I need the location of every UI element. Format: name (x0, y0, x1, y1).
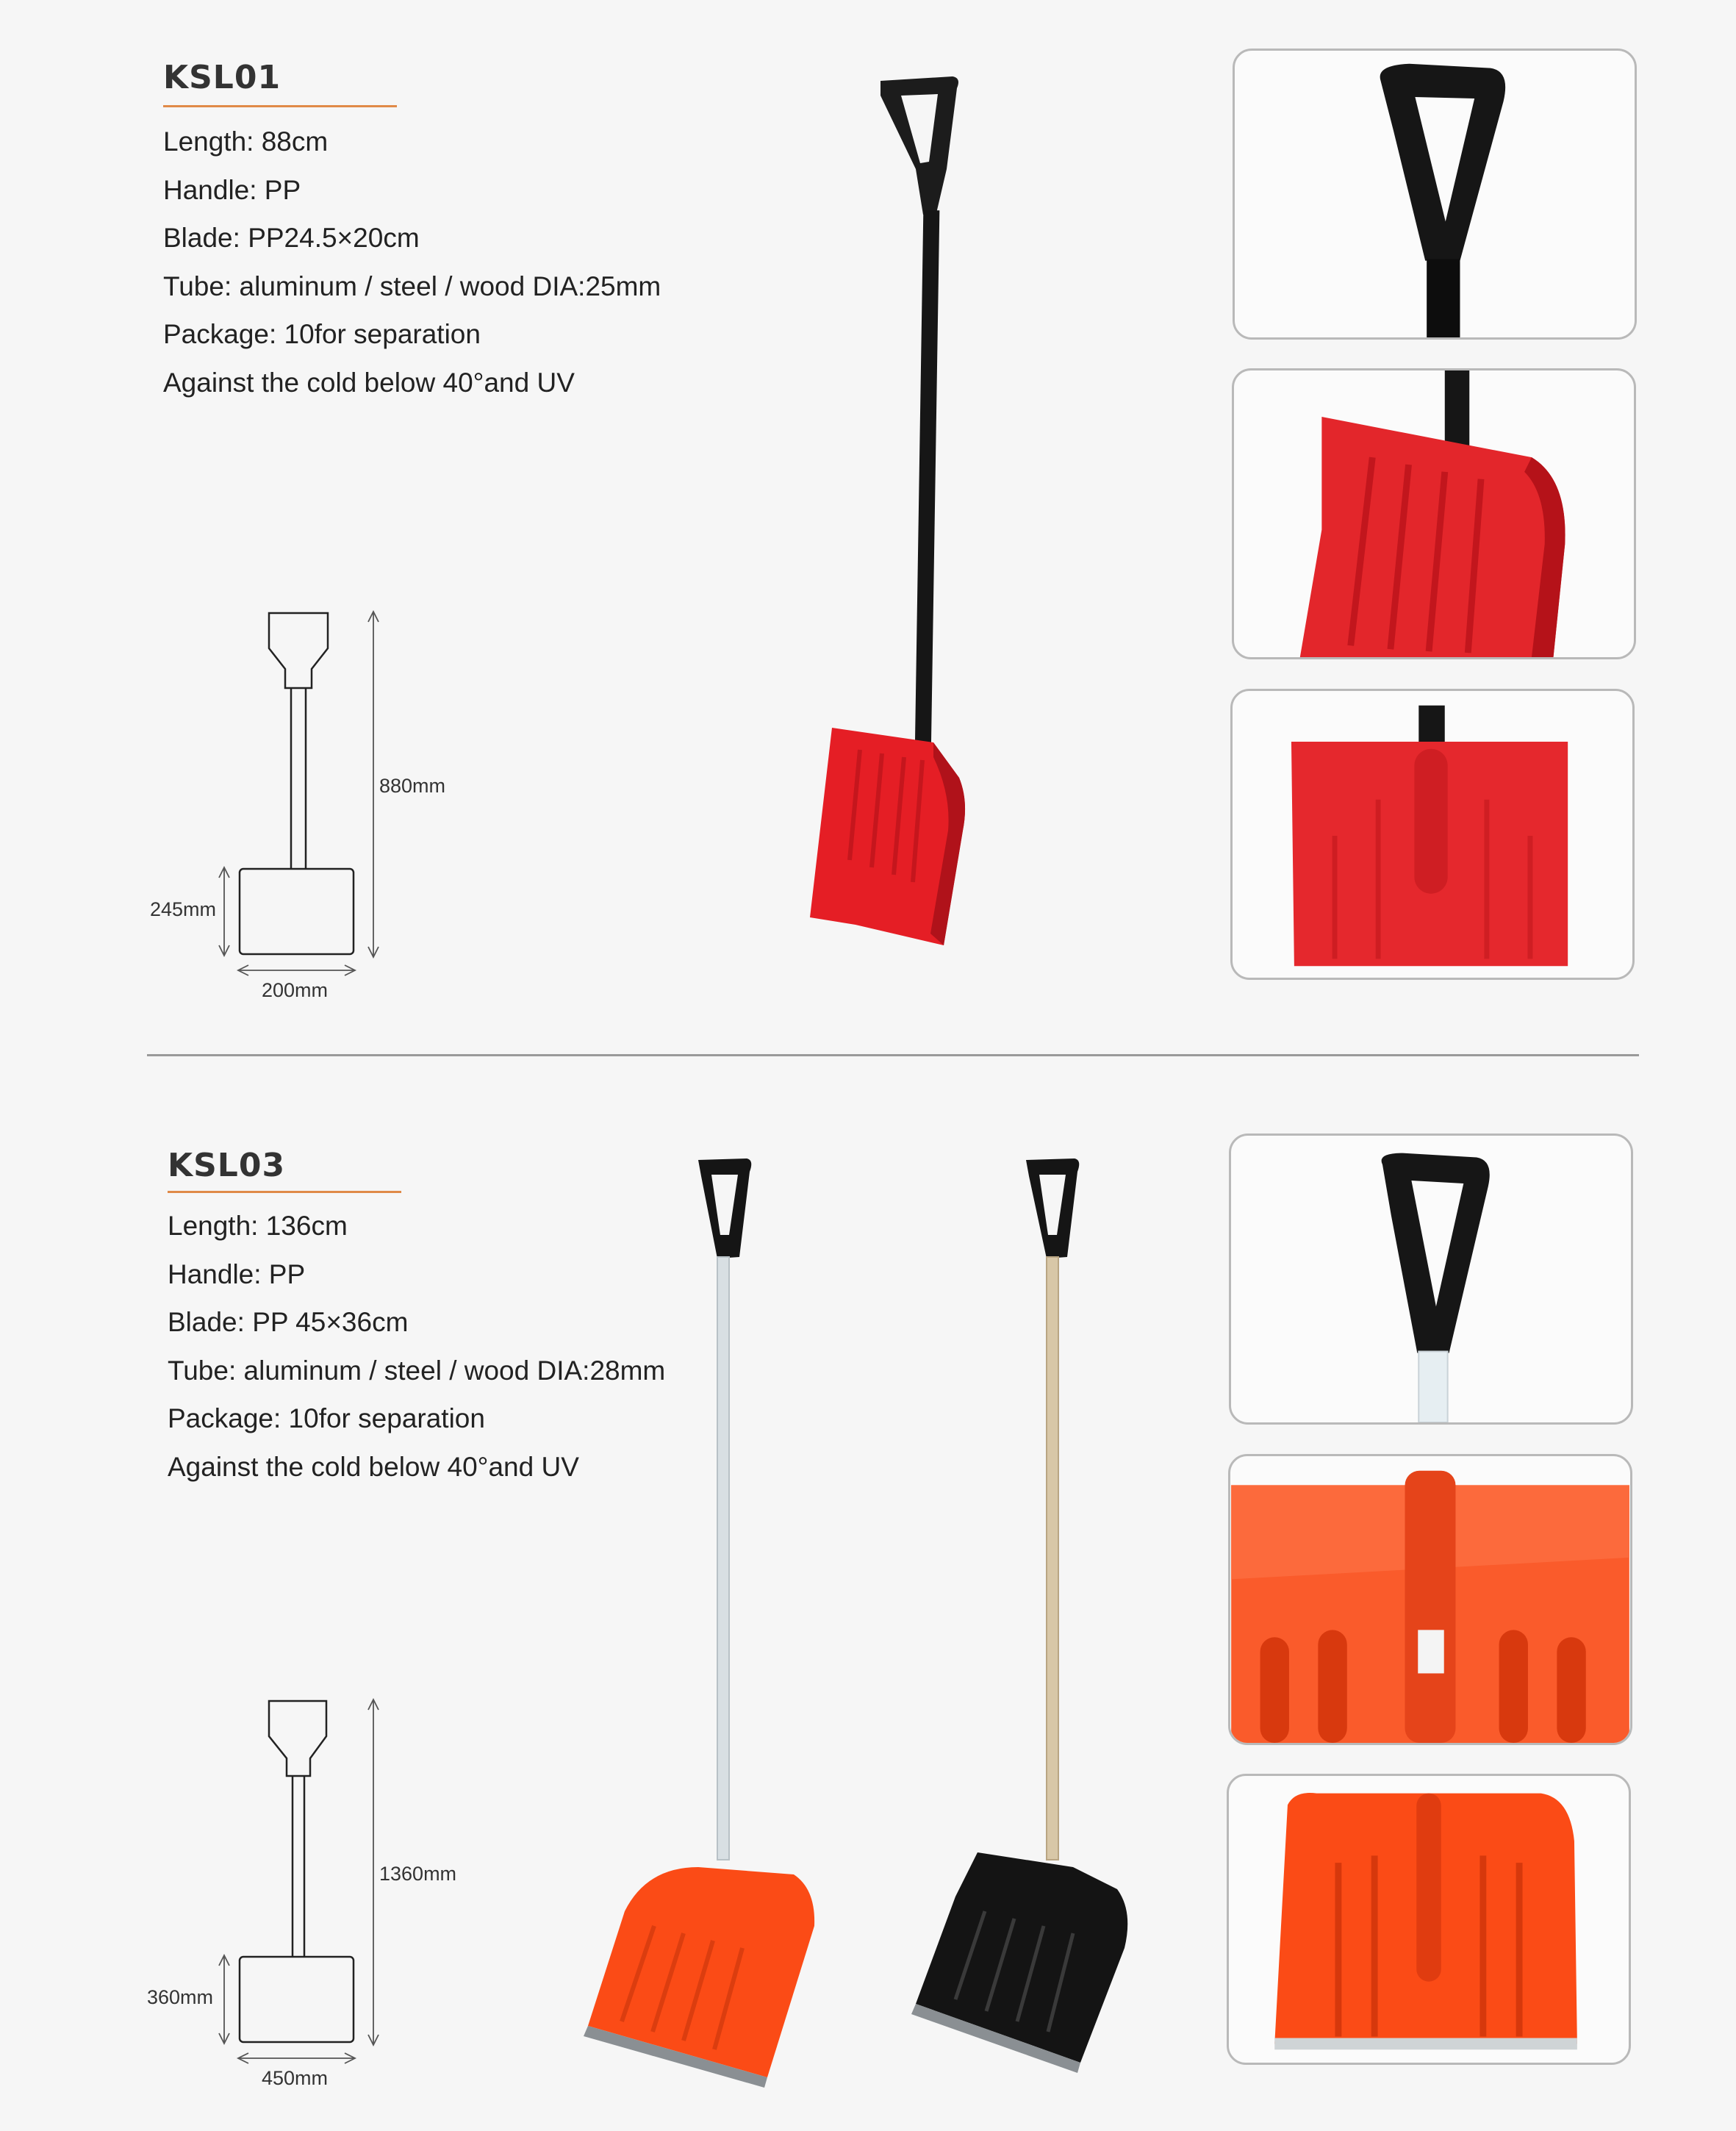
spec-length: Length: 88cm (163, 126, 329, 157)
product-section-ksl03 (0, 1088, 1736, 2117)
spec-list (163, 118, 661, 406)
blade-height-label: 360mm (147, 1986, 214, 2008)
length-dimension-label: 1360mm (379, 1863, 457, 1885)
detail-photo-handle (1233, 49, 1637, 340)
shovel-photo-orange (573, 1147, 838, 2095)
spec-handle: Handle: PP (163, 174, 301, 205)
handle-outline (269, 613, 328, 688)
d-grip-handle (698, 1158, 751, 1258)
detail-photo-blade-front (1230, 689, 1635, 980)
product-code: KSL03 (168, 1147, 286, 1184)
d-grip-handle (880, 76, 958, 215)
detail-photo-blade-rear (1228, 1454, 1632, 1745)
spec-package: Package: 10for separation (168, 1403, 485, 1433)
shovel-photo-red (779, 66, 1000, 985)
handle-outline (269, 1701, 326, 1776)
spec-cold-resistance: Against the cold below 40°and UV (168, 1451, 579, 1482)
detail-photo-handle (1229, 1133, 1633, 1425)
shovel-photo-black (897, 1147, 1161, 2095)
spec-blade: Blade: PP 45×36cm (168, 1307, 409, 1337)
blade-outline (240, 1957, 354, 2042)
spec-blade: Blade: PP24.5×20cm (163, 223, 420, 253)
shaft-outline (293, 1776, 304, 1957)
spec-tube: Tube: aluminum / steel / wood DIA:25mm (163, 271, 661, 301)
product-section-ksl01 (0, 0, 1736, 1029)
shaft-outline (291, 688, 306, 869)
wooden-shaft (1047, 1257, 1058, 1860)
dimension-drawing (140, 1691, 492, 2102)
dimension-drawing (140, 603, 492, 1014)
detail-photo-blade-front (1227, 1774, 1631, 2065)
title-underline (163, 105, 397, 107)
title-underline (168, 1191, 401, 1193)
blade-width-label: 200mm (262, 979, 329, 1001)
spec-length: Length: 136cm (168, 1211, 348, 1241)
spec-handle: Handle: PP (168, 1258, 306, 1289)
spec-package: Package: 10for separation (163, 319, 481, 349)
length-dimension-label: 880mm (379, 775, 446, 797)
product-code: KSL01 (163, 59, 281, 96)
d-grip-handle (1026, 1158, 1079, 1258)
black-blade (916, 1852, 1127, 2063)
detail-photo-blade-side (1232, 368, 1636, 659)
spec-cold-resistance: Against the cold below 40°and UV (163, 367, 575, 398)
spec-tube: Tube: aluminum / steel / wood DIA:28mm (168, 1355, 666, 1386)
blade-outline (240, 869, 354, 954)
blade-width-label: 450mm (262, 2067, 329, 2089)
black-shaft (914, 210, 939, 813)
section-divider (147, 1054, 1639, 1056)
aluminum-shaft (717, 1257, 729, 1860)
blade-height-label: 245mm (150, 898, 217, 920)
